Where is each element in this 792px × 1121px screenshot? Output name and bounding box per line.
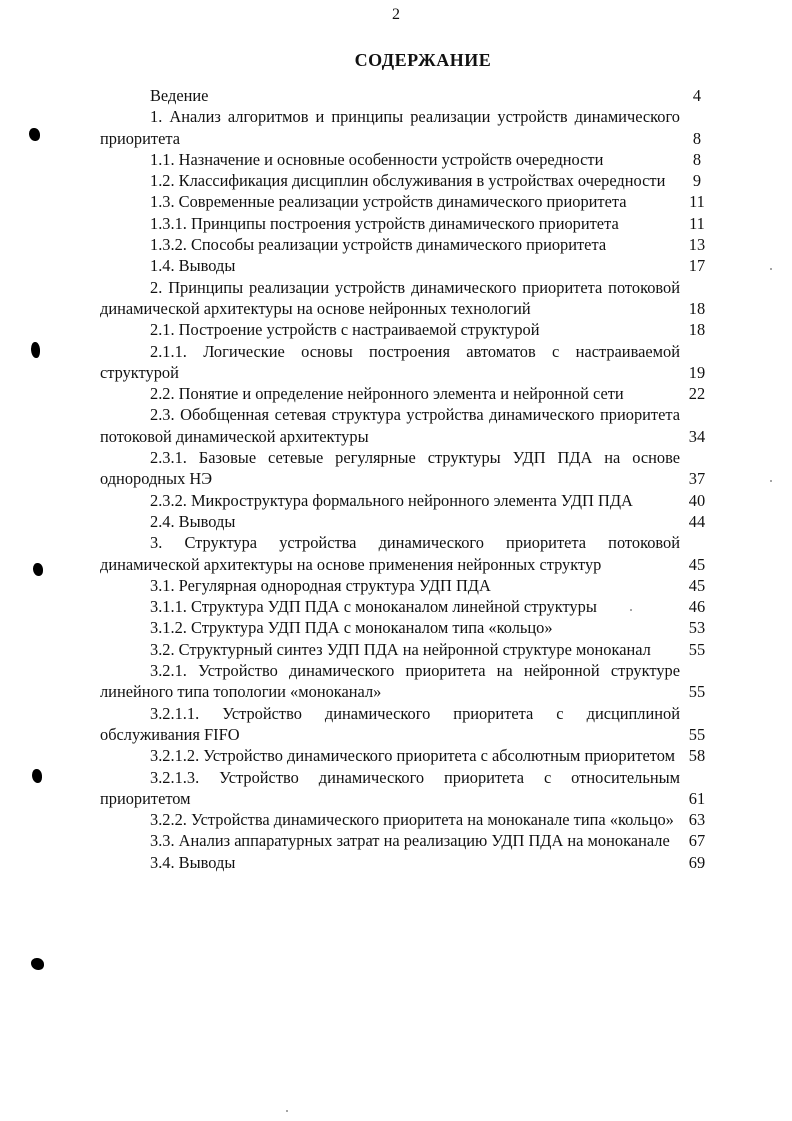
- toc-entry[interactable]: [100, 852, 712, 873]
- toc-entry-page: 55: [688, 724, 706, 744]
- toc-entry-text: 3. Структура устройства динамического приоритета потоковой динамической архитектуры на основе применения нейронных структур: [100, 533, 680, 574]
- scan-speck: [31, 958, 44, 970]
- toc-entry-page: 9: [692, 171, 702, 191]
- toc-entry-page: 18: [688, 320, 706, 340]
- toc-entry-page: 55: [688, 639, 706, 659]
- toc-entry[interactable]: [100, 639, 712, 660]
- toc-entry-text: Ведение: [150, 86, 209, 105]
- toc-entry[interactable]: [100, 703, 712, 746]
- page-title: СОДЕРЖАНИЕ: [354, 50, 492, 70]
- toc-entry-page: 4: [692, 86, 702, 105]
- toc-entry-page: 45: [688, 554, 706, 574]
- toc-entry-text: 1.3. Современные реализации устройств динамического приоритета: [150, 192, 627, 212]
- toc-entry-page: 55: [688, 682, 706, 702]
- scan-dot: [630, 609, 632, 611]
- toc-entry[interactable]: [100, 490, 712, 511]
- toc-entry-text: 3.4. Выводы: [150, 852, 236, 872]
- toc-entry[interactable]: [100, 255, 712, 276]
- scan-dot: [770, 480, 772, 482]
- toc-entry-text: 2.3. Обобщенная сетевая структура устройства динамического приоритета потоковой динамической архитектуры: [100, 405, 680, 446]
- toc-entry-text: 3.2.1.2. Устройство динамического приоритета с абсолютным приоритетом: [150, 746, 675, 766]
- toc-entry-page: 11: [689, 213, 705, 233]
- toc-entry-page: 53: [688, 618, 706, 638]
- toc-entry-text: 1.3.2. Способы реализации устройств динамического приоритета: [150, 235, 607, 255]
- toc-entry-text: 2.2. Понятие и определение нейронного элемента и нейронной сети: [150, 384, 624, 404]
- toc-entry[interactable]: [100, 617, 712, 638]
- toc-entry-page: 45: [688, 575, 706, 595]
- toc-entry-page: 8: [692, 149, 702, 169]
- toc-entry[interactable]: [100, 85, 712, 106]
- toc-entry-page: 18: [688, 298, 706, 318]
- toc-entry-text: 1.4. Выводы: [150, 256, 236, 276]
- toc-entry-text: 3.2. Структурный синтез УДП ПДА на нейронной структуре моноканал: [150, 639, 651, 659]
- scan-speck: [29, 128, 40, 141]
- toc-entry-page: 61: [688, 788, 706, 808]
- toc-entry[interactable]: [100, 532, 712, 575]
- toc-entry-page: 67: [688, 831, 706, 851]
- toc-entry[interactable]: [100, 596, 712, 617]
- toc-entry-text: 3.2.2. Устройства динамического приоритета на моноканале типа «кольцо»: [150, 810, 674, 830]
- scan-dot: [286, 1110, 288, 1112]
- toc-entry-text: 3.1. Регулярная однородная структура УДП ПДА: [150, 575, 491, 595]
- toc-entry-text: 2.3.1. Базовые сетевые регулярные структуры УДП ПДА на основе однородных НЭ: [100, 448, 680, 489]
- toc-entry[interactable]: [100, 149, 712, 170]
- toc-entry-text: 3.2.1.3. Устройство динамического приоритета с относительным приоритетом: [100, 767, 680, 808]
- toc-entry[interactable]: [100, 767, 712, 810]
- toc-entry[interactable]: [100, 191, 712, 212]
- toc-entry[interactable]: [100, 170, 712, 191]
- page-number: 2: [392, 6, 400, 23]
- toc-entry-text: 3.2.1. Устройство динамического приоритета на нейронной структуре линейного типа топологии «моноканал»: [100, 661, 680, 702]
- toc-entry-page: 34: [688, 426, 706, 446]
- toc-entry-text: 2.1.1. Логические основы построения автоматов с настраиваемой структурой: [100, 341, 680, 382]
- toc-entry-page: 13: [688, 235, 706, 255]
- toc-entry-page: 63: [688, 810, 706, 830]
- scan-speck: [31, 342, 40, 358]
- toc-entry-text: 3.2.1.1. Устройство динамического приоритета с дисциплиной обслуживания FIFO: [100, 703, 680, 744]
- toc-entry-text: 2. Принципы реализации устройств динамического приоритета потоковой динамической архитектуры на основе нейронных технологий: [100, 277, 680, 318]
- toc-entry-page: 17: [688, 256, 706, 276]
- toc-entry-page: 44: [688, 511, 706, 531]
- table-of-contents: [100, 85, 712, 873]
- toc-entry[interactable]: [100, 830, 712, 851]
- toc-entry[interactable]: [100, 745, 712, 766]
- toc-entry[interactable]: [100, 447, 712, 490]
- toc-entry-page: 69: [688, 852, 706, 872]
- scan-speck: [32, 769, 42, 783]
- scan-speck: [33, 563, 43, 576]
- toc-entry-text: 1. Анализ алгоритмов и принципы реализации устройств динамического приоритета: [100, 107, 680, 148]
- toc-entry-text: 2.4. Выводы: [150, 511, 236, 531]
- toc-entry[interactable]: [100, 575, 712, 596]
- toc-entry-text: 2.3.2. Микроструктура формального нейронного элемента УДП ПДА: [150, 490, 633, 510]
- toc-entry-text: 1.3.1. Принципы построения устройств динамического приоритета: [150, 213, 619, 233]
- scan-dot: [770, 268, 772, 270]
- toc-entry[interactable]: [100, 234, 712, 255]
- toc-entry[interactable]: [100, 660, 712, 703]
- toc-entry[interactable]: [100, 213, 712, 234]
- toc-entry-page: 8: [692, 128, 702, 148]
- toc-entry[interactable]: [100, 106, 712, 149]
- toc-entry-page: 22: [688, 384, 706, 404]
- toc-entry-text: 1.1. Назначение и основные особенности устройств очередности: [150, 149, 604, 169]
- toc-entry-text: 3.1.1. Структура УДП ПДА с моноканалом линейной структуры: [150, 597, 597, 617]
- toc-entry-text: 3.1.2. Структура УДП ПДА с моноканалом типа «кольцо»: [150, 618, 553, 638]
- toc-entry-page: 37: [688, 469, 706, 489]
- toc-entry[interactable]: [100, 341, 712, 384]
- toc-entry[interactable]: [100, 511, 712, 532]
- toc-entry[interactable]: [100, 383, 712, 404]
- toc-entry-page: 19: [688, 362, 706, 382]
- toc-entry-text: 2.1. Построение устройств с настраиваемой структурой: [150, 320, 540, 340]
- toc-entry-page: 40: [688, 490, 706, 510]
- toc-entry[interactable]: [100, 809, 712, 830]
- toc-entry-text: 3.3. Анализ аппаратурных затрат на реализацию УДП ПДА на моноканале: [150, 831, 670, 851]
- toc-entry[interactable]: [100, 404, 712, 447]
- toc-entry-page: 46: [688, 597, 706, 617]
- toc-entry-text: 1.2. Классификация дисциплин обслуживания в устройствах очередности: [150, 171, 666, 191]
- toc-entry-page: 58: [688, 746, 706, 766]
- toc-entry[interactable]: [100, 319, 712, 340]
- toc-entry[interactable]: [100, 277, 712, 320]
- toc-entry-page: 11: [689, 192, 705, 212]
